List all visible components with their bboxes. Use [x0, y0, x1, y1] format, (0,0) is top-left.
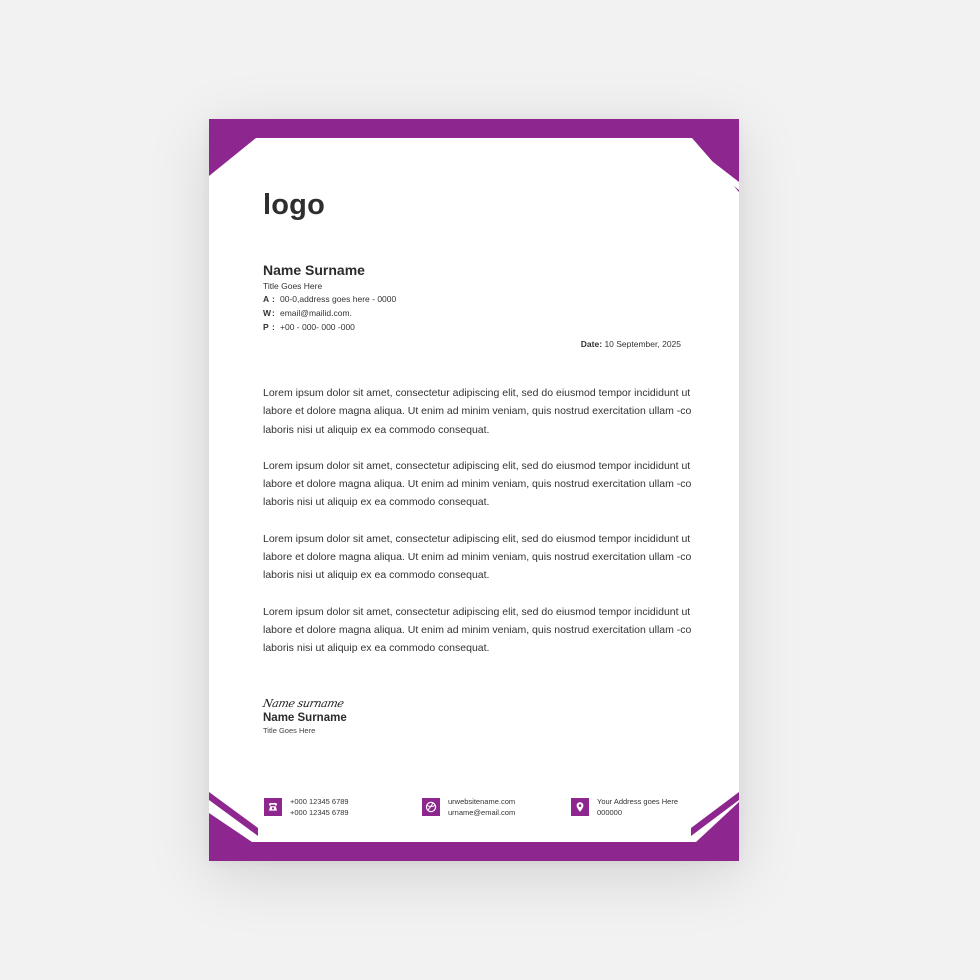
footer-web: [422, 796, 515, 818]
web-row: W : email@mailid.com.: [263, 308, 352, 318]
footer-phone-2: +000 12345 6789: [290, 808, 349, 817]
address-key: A: [263, 294, 270, 304]
body-paragraph: Lorem ipsum dolor sit amet, consectetur adipiscing elit, sed do eiusmod tempor incididunt ut labore et dolore magna aliqua. Ut enim ad minim veniam, quis nostrud exercitation ullam -co laboris nisi ut aliquip ex ea commodo consequat.: [263, 605, 692, 655]
footer-email: urname@email.com: [448, 808, 516, 817]
handwritten-signature: Name surname: [261, 697, 345, 710]
sender-title: Title Goes Here: [263, 281, 323, 291]
footer-postcode: 000000: [597, 808, 623, 817]
signature-block: [263, 697, 347, 735]
footer-address-line: Your Address goes Here: [597, 797, 679, 806]
body-paragraph: Lorem ipsum dolor sit amet, consectetur adipiscing elit, sed do eiusmod tempor incididunt ut labore et dolore magna aliqua. Ut enim ad minim veniam, quis nostrud exercitation ullam -co laboris nisi ut aliquip ex ea commodo consequat.: [263, 532, 692, 582]
footer-address: [571, 796, 678, 818]
sender-block: [263, 262, 396, 334]
web-value: email@mailid.com.: [280, 308, 352, 318]
date-value: 10 September, 2025: [604, 339, 681, 349]
sender-name: Name Surname: [263, 262, 365, 278]
phone-value: +00 - 000- 000 -000: [280, 322, 355, 332]
globe-icon: [422, 798, 440, 816]
letterhead-page: [209, 119, 739, 861]
body-paragraph: Lorem ipsum dolor sit amet, consectetur adipiscing elit, sed do eiusmod tempor incididunt ut labore et dolore magna aliqua. Ut enim ad minim veniam, quis nostrud exercitation ullam -co laboris nisi ut aliquip ex ea commodo consequat.: [263, 387, 692, 436]
footer-phone: [264, 796, 349, 818]
date-label: Date:: [580, 339, 603, 349]
body-paragraph: Lorem ipsum dolor sit amet, consectetur adipiscing elit, sed do eiusmod tempor incididunt ut labore et dolore magna aliqua. Ut enim ad minim veniam, quis nostrud exercitation ullam -co laboris nisi ut aliquip ex ea commodo consequat.: [263, 459, 692, 509]
date-line: [581, 339, 681, 349]
phone-icon: [264, 798, 282, 816]
logo-text: logo: [263, 189, 326, 221]
address-value: 00-0,address goes here - 0000: [280, 294, 397, 304]
footer-website: urwebsitename.com: [448, 797, 516, 806]
top-band: [209, 119, 739, 192]
location-pin-icon: [571, 798, 589, 816]
signer-title: Title Goes Here: [263, 726, 316, 735]
address-row: A : 00-0,address goes here - 0000: [263, 294, 397, 304]
signer-name: Name Surname: [263, 712, 347, 724]
phone-row: P : +00 - 000- 000 -000: [263, 322, 355, 332]
phone-key: P: [263, 322, 269, 332]
web-key: W: [263, 308, 272, 318]
letter-body: [263, 384, 693, 676]
footer-phone-1: +000 12345 6789: [290, 797, 349, 806]
